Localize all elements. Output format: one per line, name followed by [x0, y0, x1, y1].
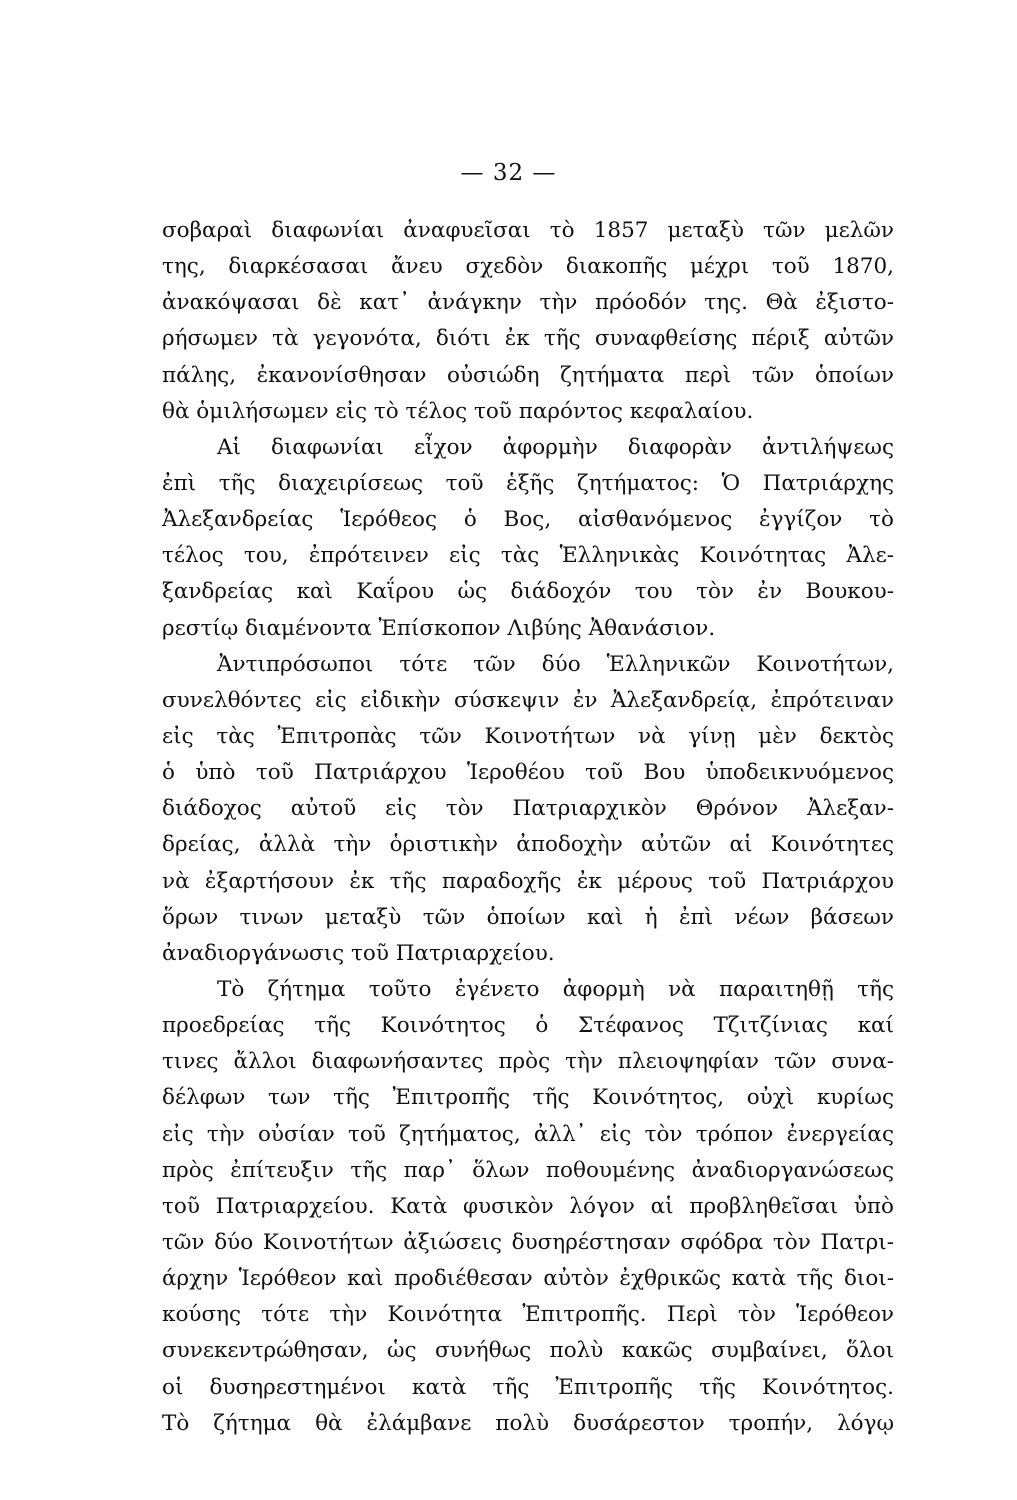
text-line: Αἱ διαφωνίαι εἶχον ἀφορμὴν διαφορὰν ἀντιλήψεως — [217, 434, 894, 460]
paragraph — [162, 647, 894, 972]
text-line: προεδρείας τῆς Κοινότητος ὁ Στέφανος Τζιτζίνιας καί — [162, 1013, 894, 1039]
body-text — [162, 213, 894, 1442]
text-line: ἐπὶ τῆς διαχειρίσεως τοῦ ἑξῆς ζητήματος: Ὁ Πατριάρχης — [162, 470, 894, 496]
paragraph — [162, 972, 894, 1442]
text-line: συνελθόντες εἰς εἰδικὴν σύσκεψιν ἐν Ἀλεξανδρείᾳ, ἐπρότειναν — [162, 687, 894, 713]
text-line: οἱ δυσηρεστημένοι κατὰ τῆς Ἐπιτροπῆς τῆς Κοινότητος. — [162, 1374, 894, 1400]
text-line: κούσης τότε τὴν Κοινότητα Ἐπιτροπῆς. Περὶ τὸν Ἱερόθεον — [162, 1302, 894, 1328]
text-line: της, διαρκέσασαι ἄνευ σχεδὸν διακοπῆς μέχρι τοῦ 1870, — [162, 254, 894, 280]
text-line: τέλος του, ἐπρότεινεν εἰς τὰς Ἑλληνικὰς Κοινότητας Ἀλε- — [162, 543, 894, 569]
text-line: Τὸ ζήτημα τοῦτο ἐγένετο ἀφορμὴ νὰ παραιτηθῇ τῆς — [217, 976, 894, 1002]
text-line: συνεκεντρώθησαν, ὡς συνήθως πολὺ κακῶς συμβαίνει, ὅλοι — [162, 1338, 894, 1364]
text-line: δρείας, ἀλλὰ τὴν ὁριστικὴν ἀποδοχὴν αὐτῶν αἱ Κοινότητες — [162, 832, 894, 858]
text-line: ξανδρείας καὶ Καΐρου ὡς διάδοχόν του τὸν ἐν Βουκου- — [162, 579, 894, 605]
text-line: τοῦ Πατριαρχείου. Κατὰ φυσικὸν λόγον αἱ προβληθεῖσαι ὑπὸ — [162, 1193, 894, 1219]
text-line: Τὸ ζήτημα θὰ ἐλάμβανε πολὺ δυσάρεστον τροπήν, λόγῳ — [162, 1410, 894, 1436]
paragraph — [162, 430, 894, 647]
text-line: τῶν δύο Κοινοτήτων ἀξιώσεις δυσηρέστησαν σφόδρα τὸν Πατρι- — [162, 1229, 894, 1255]
text-line: ἀνακόψασαι δὲ κατ᾽ ἀνάγκην τὴν πρόοδόν της. Θὰ ἐξιστο- — [162, 290, 894, 316]
text-line: άρχην Ἱερόθεον καὶ προδιέθεσαν αὐτὸν ἐχθρικῶς κατὰ τῆς διοι- — [162, 1266, 894, 1292]
text-line: νὰ ἐξαρτήσουν ἐκ τῆς παραδοχῆς ἐκ μέρους τοῦ Πατριάρχου — [162, 868, 894, 894]
text-line: ὁ ὑπὸ τοῦ Πατριάρχου Ἱεροθέου τοῦ Βου ὑποδεικνυόμενος — [162, 760, 894, 786]
text-line: εἰς τὴν οὐσίαν τοῦ ζητήματος, ἀλλ᾽ εἰς τὸν τρόπον ἐνεργείας — [162, 1121, 894, 1147]
text-line: δέλφων των τῆς Ἐπιτροπῆς τῆς Κοινότητος, οὐχὶ κυρίως — [162, 1085, 894, 1111]
text-line: θὰ ὁμιλήσωμεν εἰς τὸ τέλος τοῦ παρόντος κεφαλαίου. — [162, 398, 754, 424]
text-line: εἰς τὰς Ἐπιτροπὰς τῶν Κοινοτήτων νὰ γίνῃ μὲν δεκτὸς — [162, 723, 894, 749]
text-line: ὅρων τινων μεταξὺ τῶν ὁποίων καὶ ἡ ἐπὶ νέων βάσεων — [162, 904, 894, 930]
text-line: Ἀντιπρόσωποι τότε τῶν δύο Ἑλληνικῶν Κοινοτήτων, — [217, 651, 894, 677]
text-line: πρὸς ἐπίτευξιν τῆς παρ᾽ ὅλων ποθουμένης ἀναδιοργανώσεως — [162, 1157, 894, 1183]
text-line: ρεστίῳ διαμένοντα Ἐπίσκοπον Λιβύης Ἀθανάσιον. — [162, 615, 716, 641]
text-line: σοβαραὶ διαφωνίαι ἀναφυεῖσαι τὸ 1857 μεταξὺ τῶν μελῶν — [162, 218, 894, 243]
text-line: τινες ἄλλοι διαφωνήσαντες πρὸς τὴν πλειοψηφίαν τῶν συνα- — [162, 1049, 894, 1075]
paragraph — [162, 213, 894, 430]
text-line: διάδοχος αὐτοῦ εἰς τὸν Πατριαρχικὸν Θρόνον Ἀλεξαν- — [162, 796, 894, 822]
text-line: ἀναδιοργάνωσις τοῦ Πατριαρχείου. — [162, 940, 555, 966]
text-line: πάλης, ἐκανονίσθησαν οὐσιώδη ζητήματα περὶ τῶν ὁποίων — [162, 362, 894, 388]
text-line: ρήσωμεν τὰ γεγονότα, διότι ἐκ τῆς συναφθείσης πέριξ αὐτῶν — [162, 326, 894, 352]
text-line: Ἀλεξανδρείας Ἱερόθεος ὁ Βος, αἰσθανόμενος ἐγγίζον τὸ — [162, 507, 894, 533]
page-number: — 32 — — [460, 160, 557, 186]
